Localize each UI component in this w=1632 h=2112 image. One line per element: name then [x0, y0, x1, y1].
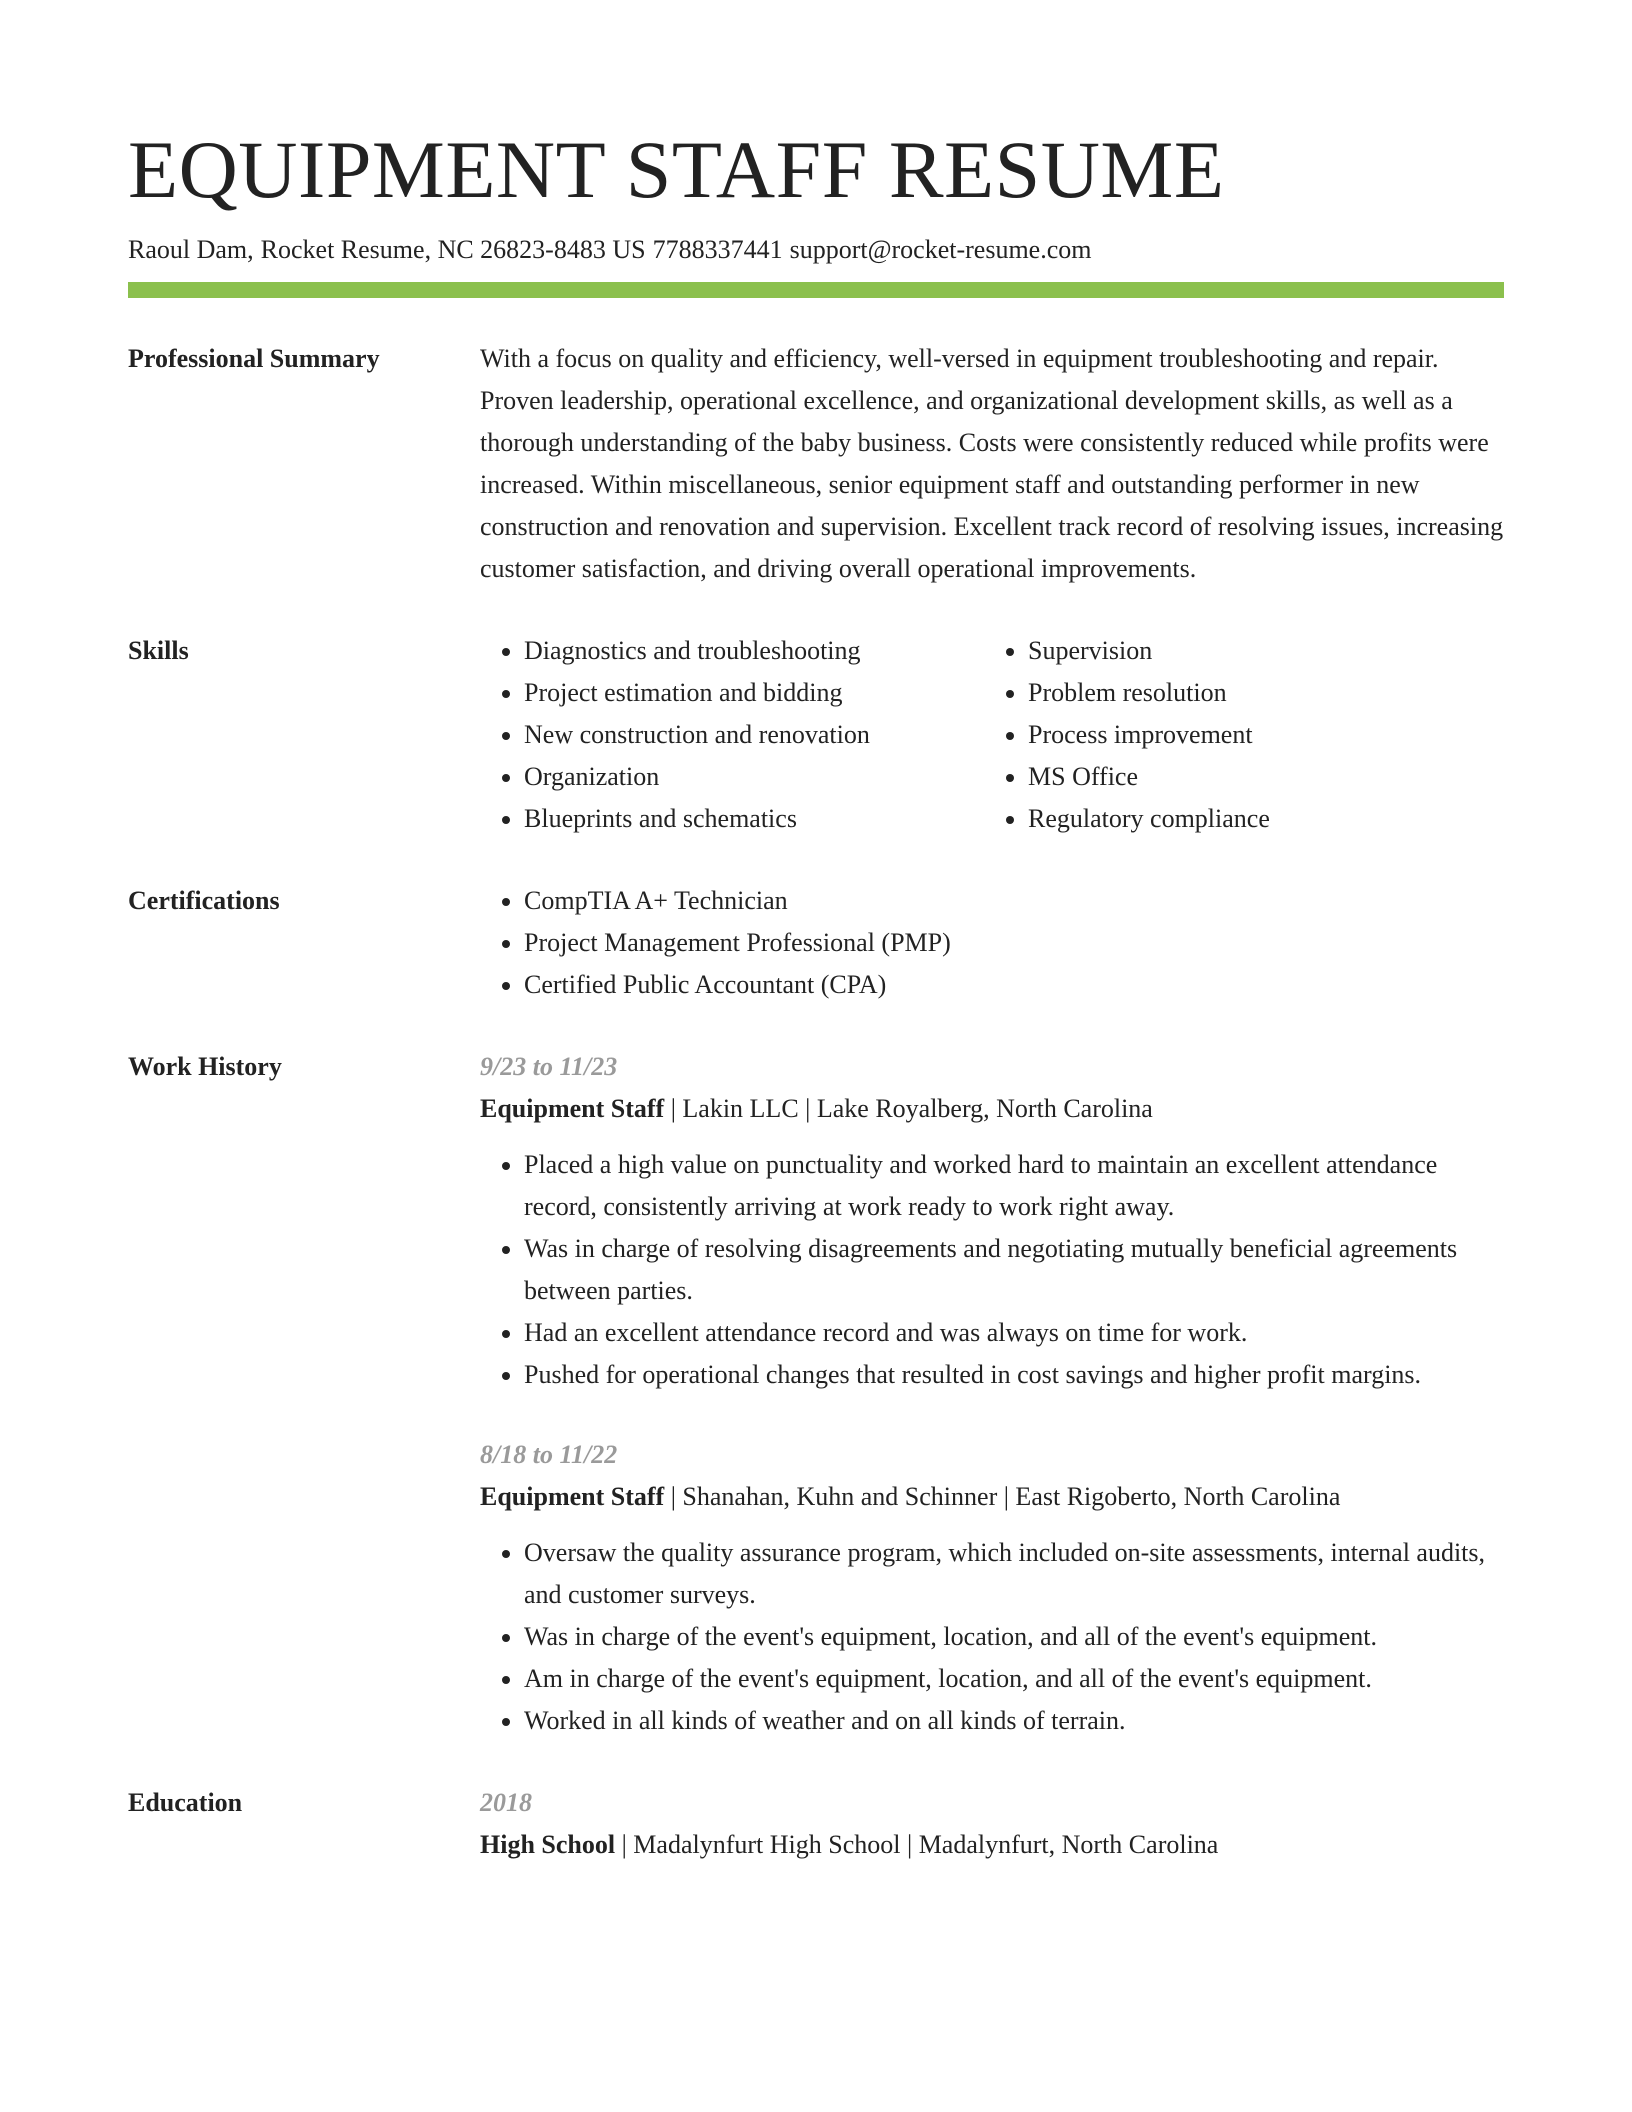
skill-item: • Diagnostics and troubleshooting	[524, 630, 984, 672]
summary-text: With a focus on quality and efficiency, well-versed in equipment troubleshooting and repair. Proven leadership, operational excellence, and organizational development skills, as well as a thorough understanding of the baby business. Costs were consistently reduced while profits were increased. Within miscellaneous, senior equipment staff and outstanding performer in new construction and renovation and supervision. Excellent track record of resolving issues, increasing customer satisfaction, and driving overall operational improvements.	[480, 344, 1504, 583]
certifications-body	[480, 880, 1504, 1006]
job-dates: 9/23 to 11/23	[480, 1052, 618, 1081]
certifications-section	[128, 880, 1504, 1006]
job-bullet: • Am in charge of the event's equipment, location, and all of the event's equipment.	[524, 1658, 1504, 1700]
skills-column-2	[984, 630, 1270, 840]
job-employer-location: | Lakin LLC | Lake Royalberg, North Carolina	[664, 1094, 1153, 1123]
education-body	[480, 1782, 1504, 1866]
job-dates: 8/18 to 11/22	[480, 1440, 618, 1469]
skills-heading: Skills	[128, 636, 189, 665]
accent-divider	[128, 282, 1504, 298]
contact-address: Rocket Resume, NC 26823-8483 US	[260, 235, 646, 264]
skill-item: • Project estimation and bidding	[524, 672, 984, 714]
resume-page	[128, 120, 1504, 1866]
job-title: Equipment Staff	[480, 1482, 665, 1511]
education-year: 2018	[480, 1788, 532, 1817]
contact-line	[128, 230, 1504, 270]
education-school-location: | Madalynfurt High School | Madalynfurt, North Carolina	[615, 1830, 1219, 1859]
job-bullet: • Was in charge of the event's equipment, location, and all of the event's equipment.	[524, 1616, 1504, 1658]
job-role-line	[480, 1476, 1504, 1518]
job-entry	[480, 1434, 1504, 1742]
education-degree: High School	[480, 1830, 616, 1859]
job-entry	[480, 1046, 1504, 1396]
education-line	[480, 1824, 1504, 1866]
resume-title: EQUIPMENT STAFF RESUME	[128, 124, 1225, 215]
contact-name: Raoul Dam,	[128, 235, 254, 264]
skill-item: • Supervision	[1028, 630, 1270, 672]
job-bullets	[480, 1144, 1504, 1396]
job-bullet: • Oversaw the quality assurance program, which included on-site assessments, internal audits, and customer surveys.	[524, 1532, 1504, 1616]
skill-item: • Regulatory compliance	[1028, 798, 1270, 840]
summary-section	[128, 338, 1504, 590]
education-heading: Education	[128, 1788, 243, 1817]
certifications-heading: Certifications	[128, 886, 280, 915]
skill-item: • MS Office	[1028, 756, 1270, 798]
work-history-body	[480, 1046, 1504, 1742]
job-role-line	[480, 1088, 1504, 1130]
skills-section	[128, 630, 1504, 840]
skill-item: • New construction and renovation	[524, 714, 984, 756]
job-bullet: • Placed a high value on punctuality and worked hard to maintain an excellent attendance record, consistently arriving at work ready to work right away.	[524, 1144, 1504, 1228]
contact-phone: 7788337441	[652, 235, 783, 264]
job-bullet: • Had an excellent attendance record and was always on time for work.	[524, 1312, 1504, 1354]
job-bullet: • Worked in all kinds of weather and on all kinds of terrain.	[524, 1700, 1504, 1742]
summary-body	[480, 338, 1504, 590]
education-section	[128, 1782, 1504, 1866]
summary-heading: Professional Summary	[128, 344, 380, 373]
certifications-list	[480, 880, 1504, 1006]
skill-item: • Blueprints and schematics	[524, 798, 984, 840]
contact-email: support@rocket-resume.com	[789, 235, 1092, 264]
job-employer-location: | Shanahan, Kuhn and Schinner | East Rigoberto, North Carolina	[664, 1482, 1341, 1511]
certification-item: • CompTIA A+ Technician	[524, 880, 1504, 922]
job-bullet: • Was in charge of resolving disagreements and negotiating mutually beneficial agreements between parties.	[524, 1228, 1504, 1312]
skills-body	[480, 630, 1504, 840]
certification-item: • Project Management Professional (PMP)	[524, 922, 1504, 964]
skill-item: • Process improvement	[1028, 714, 1270, 756]
work-history-heading: Work History	[128, 1052, 282, 1081]
certification-item: • Certified Public Accountant (CPA)	[524, 964, 1504, 1006]
skill-item: • Problem resolution	[1028, 672, 1270, 714]
skills-column-1	[480, 630, 984, 840]
job-bullet: • Pushed for operational changes that resulted in cost savings and higher profit margins.	[524, 1354, 1504, 1396]
job-title: Equipment Staff	[480, 1094, 665, 1123]
work-history-section	[128, 1046, 1504, 1742]
job-bullets	[480, 1532, 1504, 1742]
skill-item: • Organization	[524, 756, 984, 798]
